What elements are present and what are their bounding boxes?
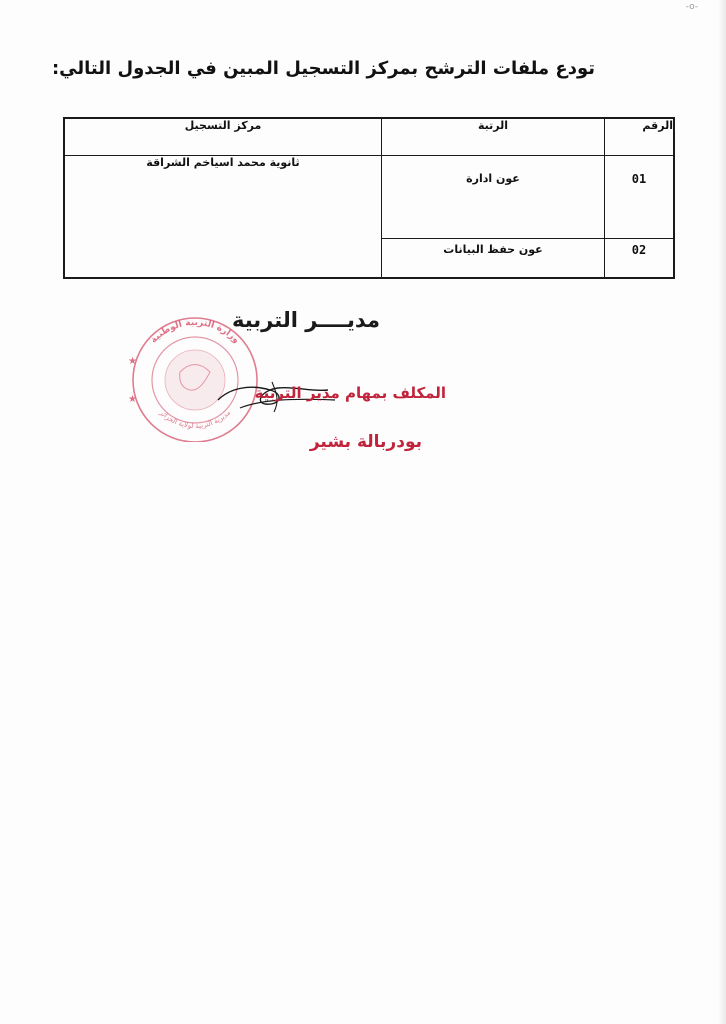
- row-grade: عون ادارة: [382, 156, 605, 239]
- assigned-official-line: المكلف بمهام مدير التربية: [254, 384, 446, 402]
- registration-center: ثانوية محمد اسياخم الشراقة: [64, 156, 382, 279]
- svg-text:★: ★: [128, 394, 137, 405]
- row-grade: عون حفظ البيانات: [382, 239, 605, 279]
- registration-table: [63, 117, 675, 279]
- row-number: 02: [605, 239, 675, 279]
- table-header-row: [64, 118, 674, 156]
- stamp-outer-text: وزارة التربية الوطنية: [148, 317, 242, 346]
- page-heading: تودع ملفات الترشح بمركز التسجيل المبين في الجدول التالي:: [51, 58, 595, 79]
- official-name: بودربالة بشير: [309, 432, 422, 452]
- svg-text:★: ★: [128, 356, 137, 367]
- table-row: [64, 156, 674, 239]
- scan-edge: [718, 0, 726, 1024]
- corner-mark: -o-: [685, 2, 698, 12]
- stamp-inner-text: مديرية التربية لولاية الجزائر: [157, 408, 233, 431]
- director-title: مديــــر التربية: [231, 308, 380, 332]
- header-number: الرقم: [605, 118, 675, 156]
- header-grade: الرتبة: [382, 118, 605, 156]
- svg-text:وزارة التربية الوطنية: [149, 318, 241, 345]
- header-center: مركز التسجيل: [64, 118, 382, 156]
- row-number: 01: [605, 156, 675, 239]
